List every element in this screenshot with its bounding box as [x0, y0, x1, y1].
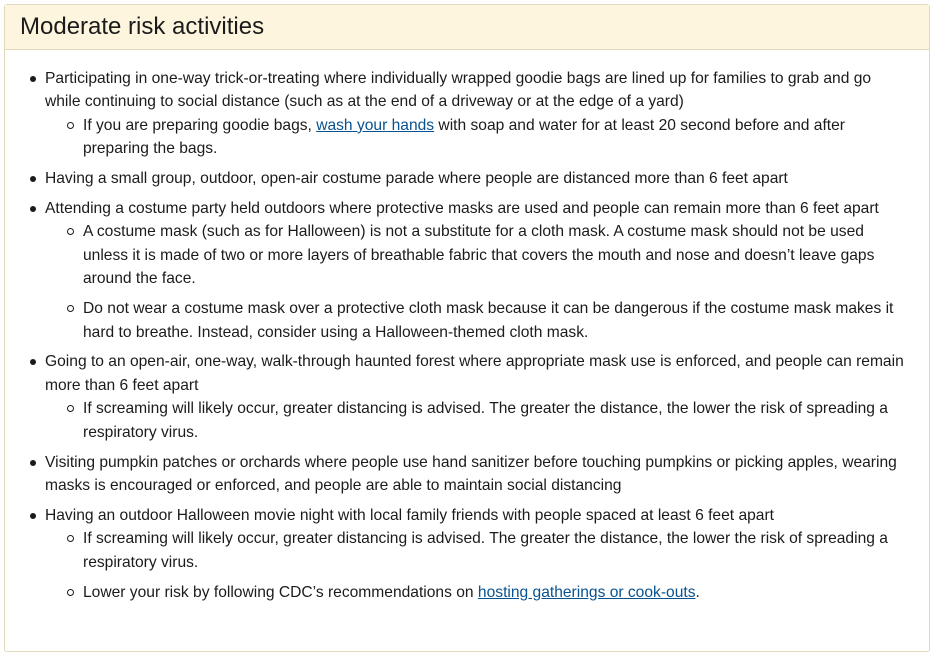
- moderate-risk-card: [4, 4, 930, 652]
- sub-item-text: with soap and water for at least 20 second before and after preparing the bags.: [83, 116, 845, 158]
- sub-list-item: [83, 114, 909, 161]
- section-title: Moderate risk activities: [20, 13, 265, 40]
- sub-item-text: If you are preparing goodie bags,: [83, 116, 317, 134]
- list-item-text: Participating in one-way trick-or-treating where individually wrapped goodie bags are lined up for families to grab and go while continuing to social distance (such as at the end of a driveway or at the edge of a yard): [45, 70, 872, 111]
- sub-list: [45, 527, 909, 604]
- card-header: [5, 5, 929, 50]
- list-item-text: Going to an open-air, one-way, walk-through haunted forest where appropriate mask use is enforced, and people can remain more than 6 feet apart: [45, 353, 904, 394]
- list-item-text: Having a small group, outdoor, open-air costume parade where people are distanced more than 6 feet apart: [45, 170, 788, 188]
- list-item: [45, 504, 909, 604]
- sub-list-item: [83, 397, 909, 444]
- sub-list: [45, 397, 909, 444]
- sub-list-item: [83, 297, 909, 344]
- sub-item-text: If screaming will likely occur, greater distancing is advised. The greater the distance, the lower the risk of spreading a respiratory virus.: [83, 400, 888, 441]
- sub-item-text: .: [695, 583, 700, 601]
- sub-item-text: A costume mask (such as for Halloween) is not a substitute for a cloth mask. A costume mask should not be used unless it is made of two or more layers of breathable fabric that covers the mouth and nose and doesn’t leave gaps around the face.: [83, 223, 875, 288]
- list-item: [45, 167, 909, 190]
- sub-list-item: [83, 581, 909, 604]
- list-item: [45, 350, 909, 444]
- sub-list-item: [83, 220, 909, 290]
- sub-item-text: Lower your risk by following CDC’s recommendations on: [83, 583, 478, 601]
- list-item-text: Having an outdoor Halloween movie night with local family friends with people spaced at least 6 feet apart: [45, 506, 774, 524]
- wash-your-hands-link[interactable]: wash your hands: [316, 116, 435, 134]
- activity-list: [25, 67, 909, 604]
- sub-list: [45, 220, 909, 344]
- hosting-gatherings-link[interactable]: hosting gatherings or cook-outs: [477, 583, 696, 601]
- sub-item-text: If screaming will likely occur, greater distancing is advised. The greater the distance, the lower the risk of spreading a respiratory virus.: [83, 530, 888, 571]
- list-item-text: Attending a costume party held outdoors where protective masks are used and people can remain more than 6 feet apart: [45, 200, 879, 218]
- list-item: [45, 451, 909, 498]
- list-item-text: Visiting pumpkin patches or orchards where people use hand sanitizer before touching pumpkins or picking apples, wearing masks is encouraged or enforced, and people are able to maintain social distancing: [45, 453, 897, 494]
- sub-item-text: Do not wear a costume mask over a protective cloth mask because it can be dangerous if the costume mask makes it hard to breathe. Instead, consider using a Halloween-themed cloth mask.: [83, 300, 894, 341]
- list-item: [45, 67, 909, 161]
- list-item: [45, 197, 909, 344]
- card-body: [5, 50, 929, 604]
- sub-list-item: [83, 527, 909, 574]
- sub-list: [45, 114, 909, 161]
